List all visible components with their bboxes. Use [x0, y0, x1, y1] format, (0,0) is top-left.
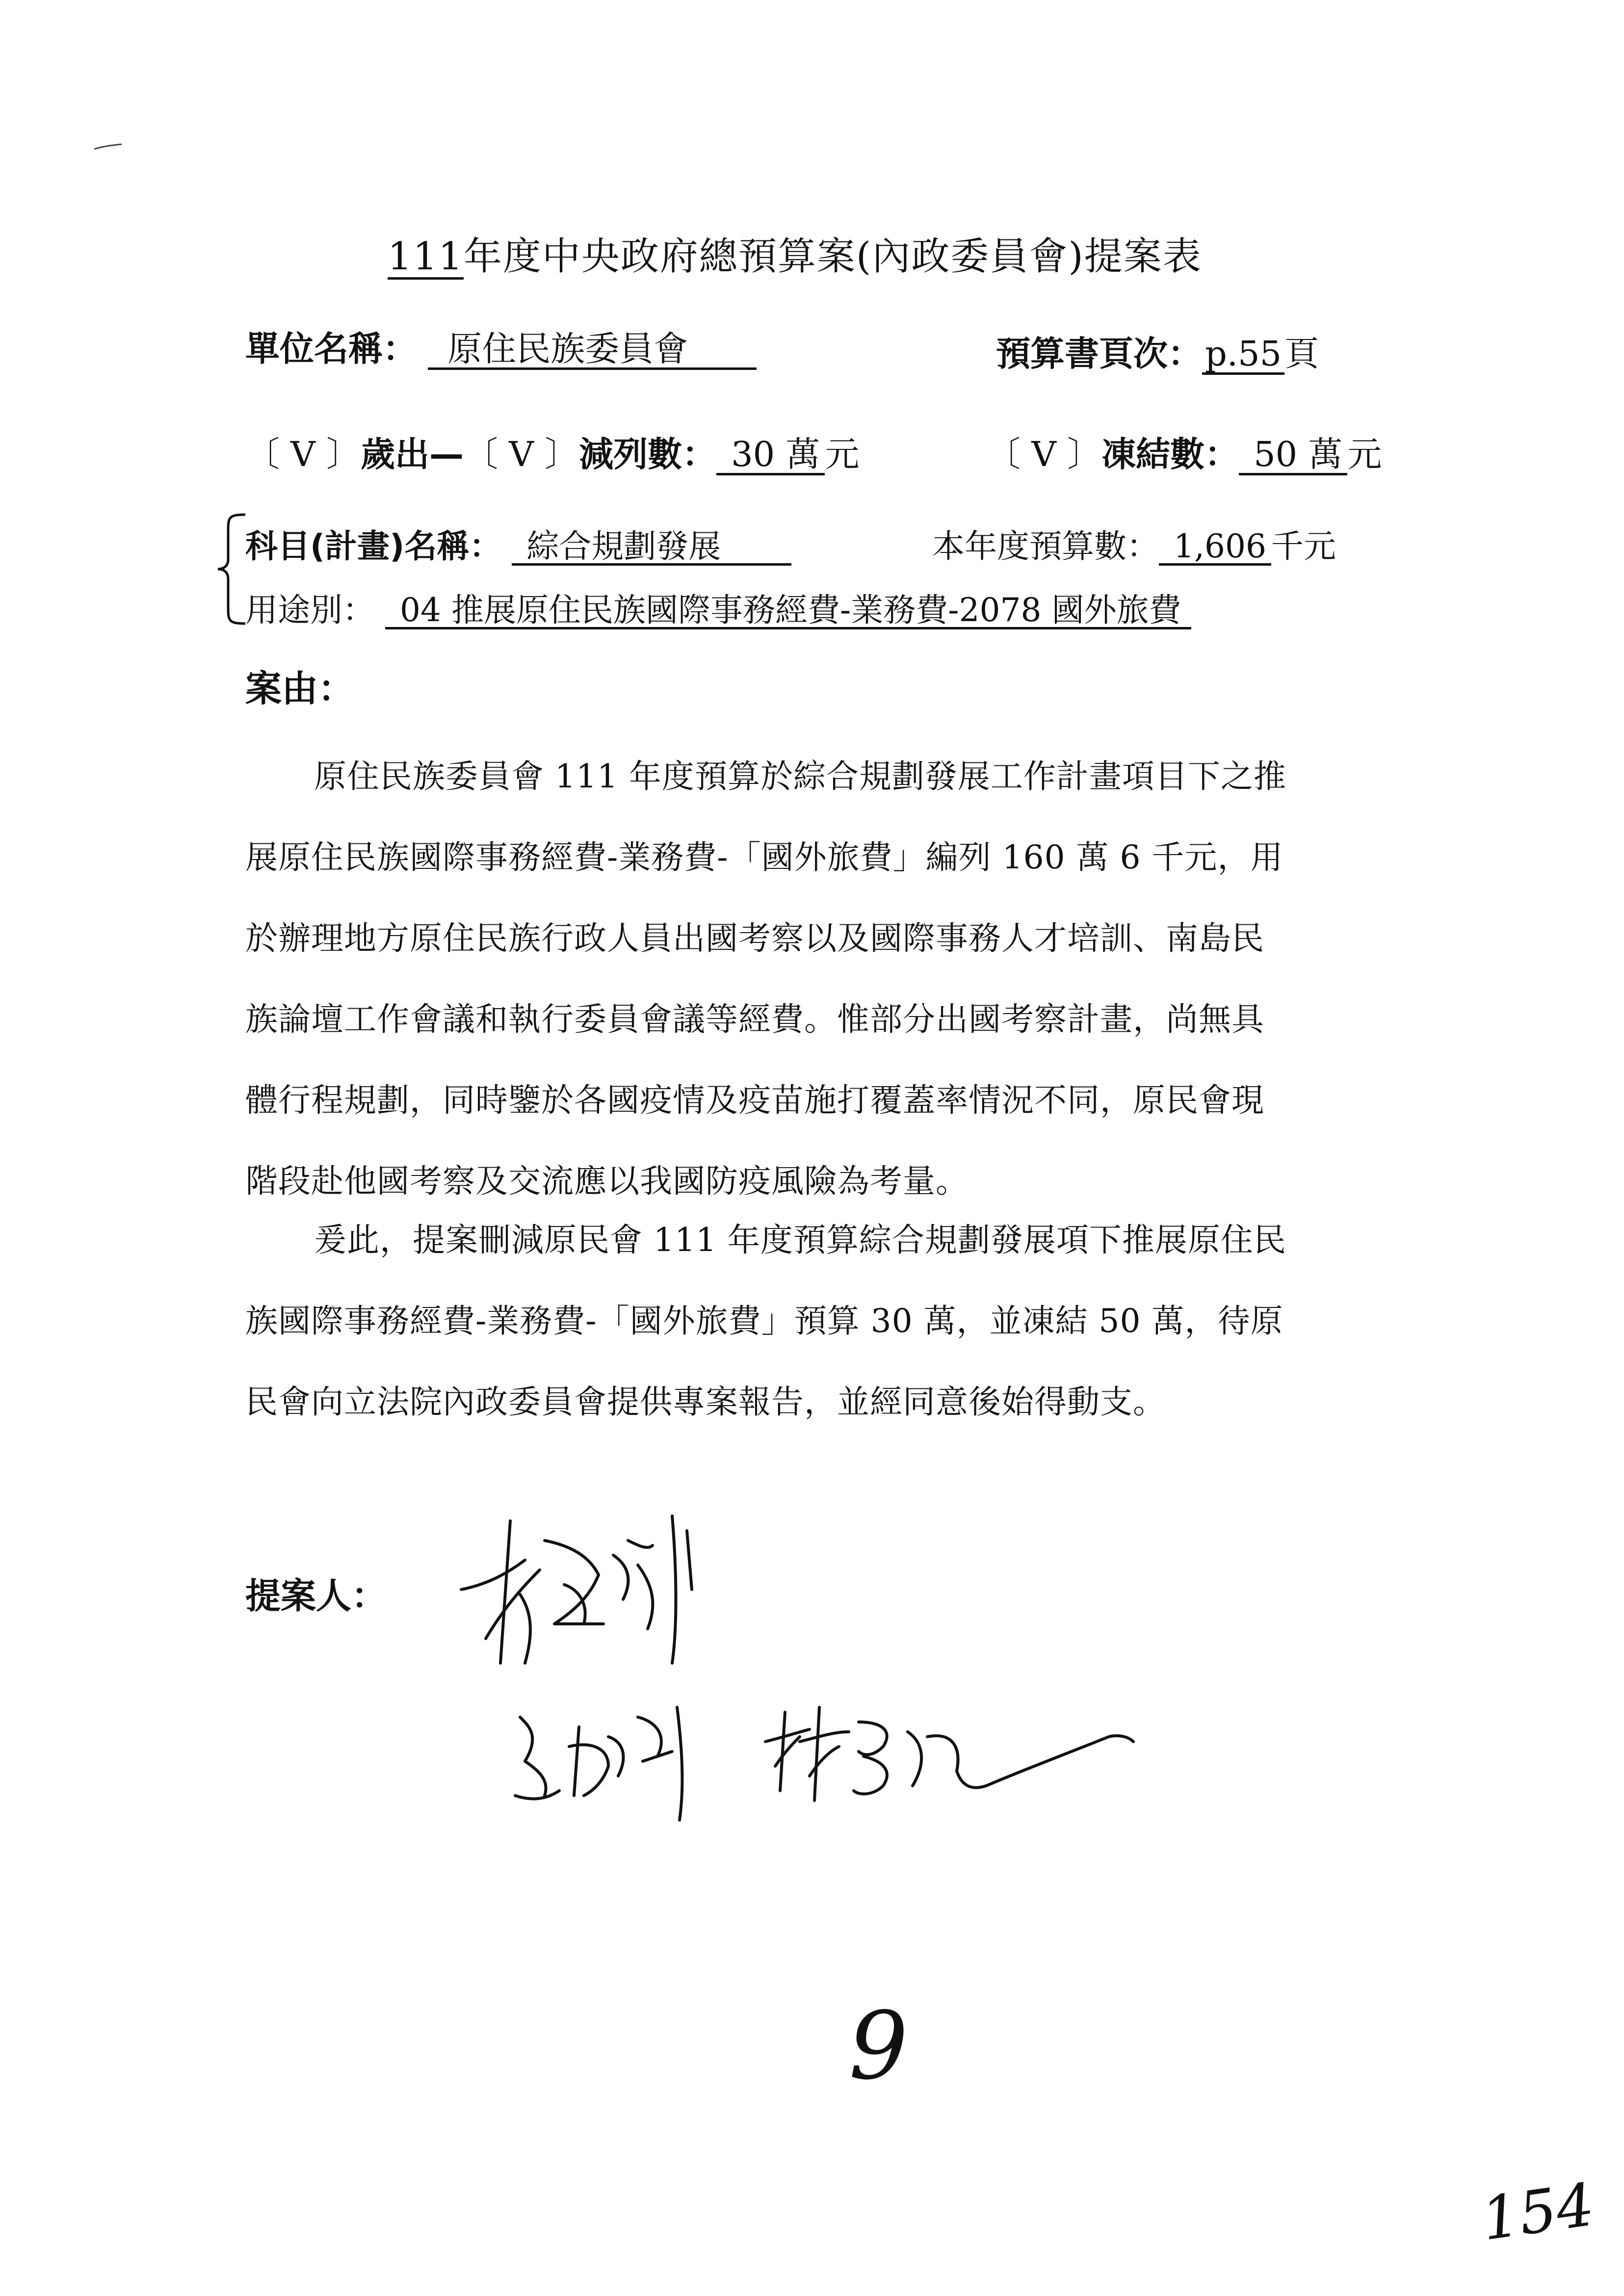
reduce-label: 減列數： — [579, 434, 717, 474]
reason-p2-line-2: 族國際事務經費-業務費-「國外旅費」預算 30 萬，並凍結 50 萬，待原 — [245, 1302, 1283, 1340]
freeze-value: 50 萬 — [1239, 437, 1347, 475]
title-text: 年度中央政府總預算案(內政委員會)提案表 — [463, 235, 1202, 279]
stray-mark-icon — [93, 142, 123, 152]
usage-value: 04 推展原住民族國際事務經費-業務費-2078 國外旅費 — [385, 593, 1191, 629]
unit-value: 原住民族委員會 — [428, 331, 757, 370]
budget-page-suffix: 頁 — [1284, 334, 1319, 374]
handwritten-corner-number: 154 — [1477, 2170, 1598, 2254]
reason-p1-line-2: 展原住民族國際事務經費-業務費-「國外旅費」編列 160 萬 6 千元，用 — [245, 838, 1283, 876]
title-year: 111 — [388, 235, 464, 279]
usage-label: 用途別： — [245, 591, 375, 629]
reduce-value: 30 萬 — [716, 437, 825, 475]
reason-p1-line-3: 於辦理地方原住民族行政人員出國考察以及國際事務人才培訓、南島民 — [245, 919, 1264, 957]
unit-label: 單位名稱： — [245, 329, 417, 369]
reduce-check: 〔 V 〕 — [464, 434, 579, 474]
reason-paragraph-1 — [245, 736, 1433, 1222]
reason-paragraph-2 — [245, 1200, 1433, 1442]
amount-row — [245, 427, 859, 476]
budget-page-row — [996, 326, 1319, 376]
freeze-unit: 元 — [1347, 434, 1382, 474]
annual-budget-label: 本年度預算數： — [932, 527, 1159, 565]
usage-row — [245, 584, 1191, 630]
freeze-label: 凍結數： — [1101, 434, 1239, 474]
subject-label: 科目(計畫)名稱： — [245, 527, 502, 565]
document-title — [388, 226, 1202, 281]
freeze-check: 〔 V 〕 — [986, 434, 1102, 474]
reason-p1-line-5: 體行程規劃，同時鑒於各國疫情及疫苗施打覆蓋率情況不同，原民會現 — [245, 1081, 1264, 1119]
unit-row — [245, 321, 757, 371]
annual-budget-value: 1,606 — [1159, 529, 1271, 566]
freeze-row — [986, 427, 1382, 476]
reason-p1-line-4: 族論壇工作會議和執行委員會議等經費。惟部分出國考察計畫，尚無具 — [245, 1000, 1264, 1038]
annual-budget-unit: 千元 — [1271, 527, 1336, 565]
signature-1-icon — [442, 1501, 716, 1707]
expenditure-check: 〔 V 〕 — [245, 434, 361, 474]
reason-p1-line-6: 階段赴他國考察及交流應以我國防疫風險為考量。 — [245, 1162, 969, 1200]
subject-value: 綜合規劃發展 — [512, 529, 791, 566]
reason-p2-line-1: 爰此，提案刪減原民會 111 年度預算綜合規劃發展項下推展原住民 — [314, 1221, 1286, 1259]
expenditure-label: 歲出— — [361, 434, 464, 474]
reason-p1-line-1: 原住民族委員會 111 年度預算於綜合規劃發展工作計畫項目下之推 — [314, 757, 1286, 795]
reason-label: 案由： — [245, 668, 354, 710]
reduce-unit: 元 — [825, 434, 860, 474]
proposer-label: 提案人： — [245, 1575, 387, 1617]
page-number: 9 — [849, 1992, 908, 2100]
budget-page-label: 預算書頁次： — [996, 334, 1202, 374]
signature-3-icon — [765, 1702, 1138, 1815]
budget-page-value: p.55 — [1202, 336, 1284, 375]
annual-budget-row — [932, 520, 1336, 567]
signature-2-icon — [510, 1697, 716, 1825]
reason-p2-line-3: 民會向立法院內政委員會提供專案報告，並經同意後始得動支。 — [245, 1383, 1166, 1421]
subject-row — [245, 520, 791, 567]
